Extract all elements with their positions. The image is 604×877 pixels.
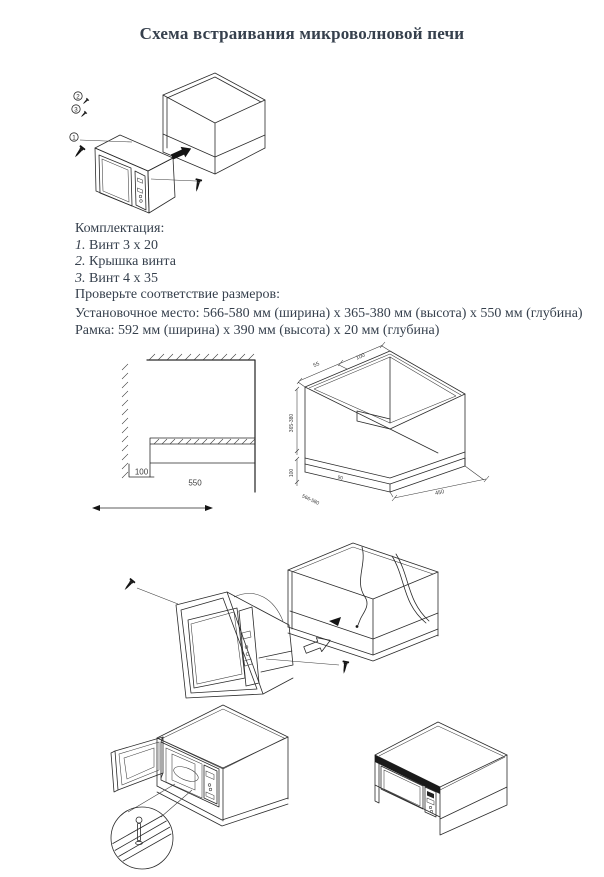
depth-dim-label: 550 [188,478,202,488]
vent-dim-label: 100 [289,468,295,478]
inner-dim-label: 90 [336,475,344,482]
cabinet-box-drawing [163,73,265,174]
check-sizes-note: Проверьте соответствие размеров: [75,287,280,302]
svg-text:1: 1 [72,134,76,142]
depth-arrow-icon [92,505,213,511]
callout-1-icon [70,133,78,142]
svg-text:2: 2 [76,93,80,101]
detail-leader-lines [128,784,192,817]
display [427,791,434,799]
wall-hatch [122,364,128,478]
screw-icon [340,660,349,674]
plug-dot [356,625,359,628]
top-gap-dim-label: 100 [355,352,367,362]
cord-line [234,593,283,621]
cabinet-drawing [375,722,507,835]
ceiling-hatch [149,354,254,360]
frame-top-band [375,755,440,794]
screw-icon [193,178,202,192]
microwave-open-drawing [161,742,219,807]
screw-icon [80,111,88,119]
screw-icon [82,98,90,106]
svg-text:3: 3 [74,106,78,114]
control-panel [135,171,146,210]
width-dim-label: 566-580 [300,493,321,507]
callout-3-icon [72,105,80,114]
equipment-list [75,221,280,304]
screw-icon [122,578,135,592]
equipment-heading: Комплектация: [75,221,165,236]
page-title: Схема встраивания микроволновой печи [139,24,465,43]
cutaway-cabinet-drawing [288,543,438,661]
dimensions-text [75,306,583,339]
turntable [172,764,201,785]
microwave-with-frame-drawing [176,592,293,698]
top-dim [297,342,390,387]
insertion-illustration [108,537,456,705]
callout-2-icon [74,92,82,101]
shelf-hatch [154,439,255,444]
bottom-dims [301,466,489,507]
detail-magnifier-circle [111,807,173,869]
equipment-item: 3. Винт 4 х 35 [75,270,158,286]
niche-dimensions-line: Установочное место: 566-580 мм (ширина) х 365-380 мм (высота) х 550 мм (глубина) [75,306,583,321]
open-door-drawing [111,737,163,792]
top-side-dim-label: 55 [312,361,321,370]
open-door-illustration [76,693,321,875]
microwave-front-drawing [375,755,440,817]
equipment-item: 1. Винт 3 х 20 [75,237,158,253]
niche-dimensions-diagram [283,345,508,525]
equipment-item: 2. Крышка винта [75,254,176,269]
cabinet-drawing [157,705,288,826]
screw-cap [136,817,142,823]
power-cord [358,547,367,625]
installed-illustration [366,698,556,843]
screw-icon [72,145,85,159]
screw-body [138,824,141,841]
vent-dim-label: 100 [134,467,149,477]
left-dims [289,387,299,486]
top-assembly-illustration [52,58,287,220]
height-dim-label: 365-380 [289,413,295,433]
frame-dimensions-line: Рамка: 592 мм (ширина) х 390 мм (высота) х 20 мм (глубина) [75,322,440,338]
depth-dim-label: 450 [434,489,445,497]
side-section-diagram [86,352,262,514]
